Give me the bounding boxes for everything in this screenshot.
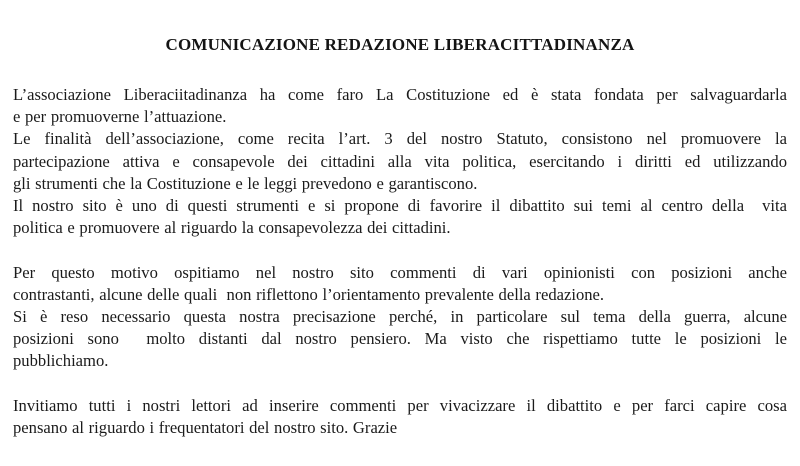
text-line: pubblichiamo. xyxy=(13,351,109,371)
paragraph xyxy=(13,84,787,128)
text-line: Si è reso necessario questa nostra precisazione perché, in particolare sul tema della guerra, alcune xyxy=(13,307,787,327)
text-line: contrastanti, alcune delle quali non riflettono l’orientamento prevalente della redazione. xyxy=(13,284,605,304)
paragraph xyxy=(13,395,787,439)
paragraph-block xyxy=(13,262,787,373)
paragraph xyxy=(13,128,787,195)
paragraph-block xyxy=(13,395,787,439)
text-line: Il nostro sito è uno di questi strumenti e si propone di favorire il dibattito sui temi al centro della vita xyxy=(13,196,787,216)
paragraph xyxy=(13,306,787,373)
text-line: posizioni sono molto distanti dal nostro pensiero. Ma visto che rispettiamo tutte le posizioni le xyxy=(13,329,787,349)
text-line: Per questo motivo ospitiamo nel nostro sito commenti di vari opinionisti con posizioni anche xyxy=(13,262,787,282)
paragraph-block xyxy=(13,84,787,239)
text-line: partecipazione attiva e consapevole dei cittadini alla vita politica, esercitando i diritti ed utilizzando xyxy=(13,151,787,171)
text-line: Invitiamo tutti i nostri lettori ad inserire commenti per vivacizzare il dibattito e per farci capire cosa xyxy=(13,395,787,415)
paragraph xyxy=(13,195,787,239)
text-line: gli strumenti che la Costituzione e le leggi prevedono e garantiscono. xyxy=(13,173,478,193)
text-line: Le finalità dell’associazione, come recita l’art. 3 del nostro Statuto, consistono nel promuovere la xyxy=(13,129,787,149)
text-line: pensano al riguardo i frequentatori del nostro sito. Grazie xyxy=(13,418,398,438)
text-line: politica e promuovere al riguardo la consapevolezza dei cittadini. xyxy=(13,218,451,238)
paragraph xyxy=(13,262,787,306)
text-line: e per promuoverne l’attuazione. xyxy=(13,107,227,127)
text-line: L’associazione Liberaciitadinanza ha come faro La Costituzione ed è stata fondata per salvaguardarla xyxy=(13,85,787,104)
document-title: COMUNICAZIONE REDAZIONE LIBERACITTADINANZA xyxy=(165,35,635,54)
